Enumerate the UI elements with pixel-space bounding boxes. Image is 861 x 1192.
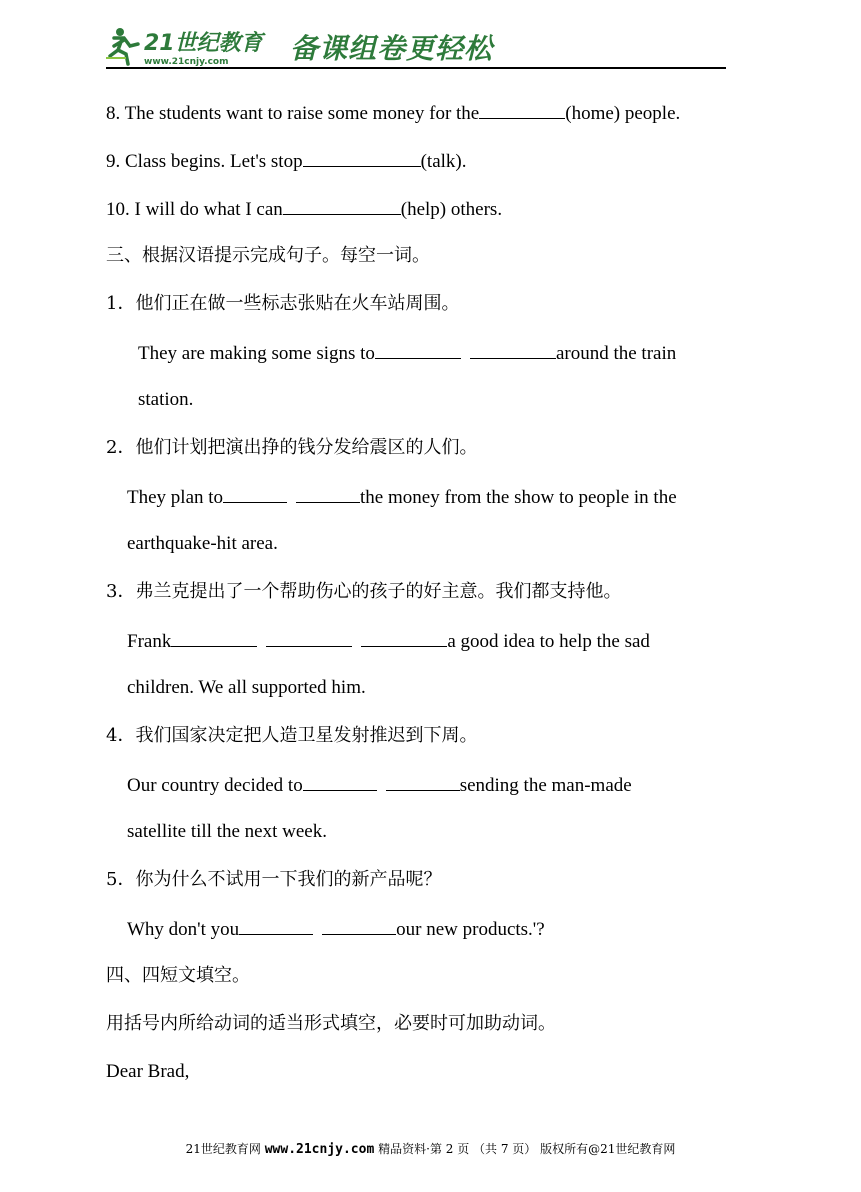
answer-blank[interactable]	[296, 484, 360, 503]
logo-21cnjy	[104, 24, 284, 68]
section4-instruction: 用括号内所给动词的适当形式填空，必要时可加助动词。	[106, 1013, 556, 1034]
header-rule	[106, 67, 726, 69]
footer-url[interactable]: www.21cnjy.com	[264, 1142, 375, 1157]
q4-continuation: satellite till the next week.	[127, 821, 327, 842]
answer-blank[interactable]	[266, 628, 352, 647]
answer-blank[interactable]	[361, 628, 447, 647]
answer-blank[interactable]	[239, 916, 313, 935]
answer-blank[interactable]	[171, 628, 257, 647]
q4-english: Our country decided to sending the man-made	[127, 772, 632, 798]
answer-blank[interactable]	[223, 484, 287, 503]
footer-site: 21世纪教育网	[185, 1142, 261, 1156]
answer-blank[interactable]	[322, 916, 396, 935]
q5-english: Why don't you our new products.'?	[127, 916, 545, 942]
q1-continuation: station.	[138, 389, 194, 410]
q5-chinese: 5．你为什么不试用一下我们的新产品呢？	[106, 869, 442, 890]
q2-chinese: 2．他们计划把演出挣的钱分发给震区的人们。	[106, 437, 478, 458]
answer-blank[interactable]	[386, 772, 460, 791]
q1-english: They are making some signs to around the train	[138, 340, 676, 366]
q3-english: Frank a good idea to help the sad	[127, 628, 650, 654]
answer-blank[interactable]	[303, 772, 377, 791]
q1-chinese: 1．他们正在做一些标志张贴在火车站周围。	[106, 293, 460, 314]
q2-continuation: earthquake-hit area.	[127, 533, 278, 554]
section4-title: 四、四短文填空。	[106, 965, 250, 986]
item-10: 10. I will do what I can (help) others.	[106, 196, 502, 222]
header-slogan: 备课组卷更轻松	[290, 32, 494, 65]
section3-title: 三、根据汉语提示完成句子。每空一词。	[106, 245, 430, 266]
answer-blank[interactable]	[470, 340, 556, 359]
letter-greeting: Dear Brad,	[106, 1061, 190, 1082]
q2-english: They plan to the money from the show to people in the	[127, 484, 677, 510]
answer-blank[interactable]	[303, 148, 421, 167]
page-footer	[0, 1140, 861, 1157]
footer-info: 精品资料·第 2 页 （共 7 页） 版权所有@21世纪教育网	[378, 1142, 676, 1156]
item-8: 8. The students want to raise some money for the (home) people.	[106, 100, 680, 126]
q4-chinese: 4．我们国家决定把人造卫星发射推迟到下周。	[106, 725, 478, 746]
running-man-icon	[106, 28, 138, 64]
item-9: 9. Class begins. Let's stop (talk).	[106, 148, 467, 174]
answer-blank[interactable]	[283, 196, 401, 215]
svg-text:21世纪教育: 21世纪教育	[144, 31, 263, 56]
page-header	[100, 22, 726, 72]
answer-blank[interactable]	[479, 100, 565, 119]
answer-blank[interactable]	[375, 340, 461, 359]
q3-continuation: children. We all supported him.	[127, 677, 366, 698]
q3-chinese: 3．弗兰克提出了一个帮助伤心的孩子的好主意。我们都支持他。	[106, 581, 622, 602]
svg-text:www.21cnjy.com: www.21cnjy.com	[144, 57, 229, 67]
